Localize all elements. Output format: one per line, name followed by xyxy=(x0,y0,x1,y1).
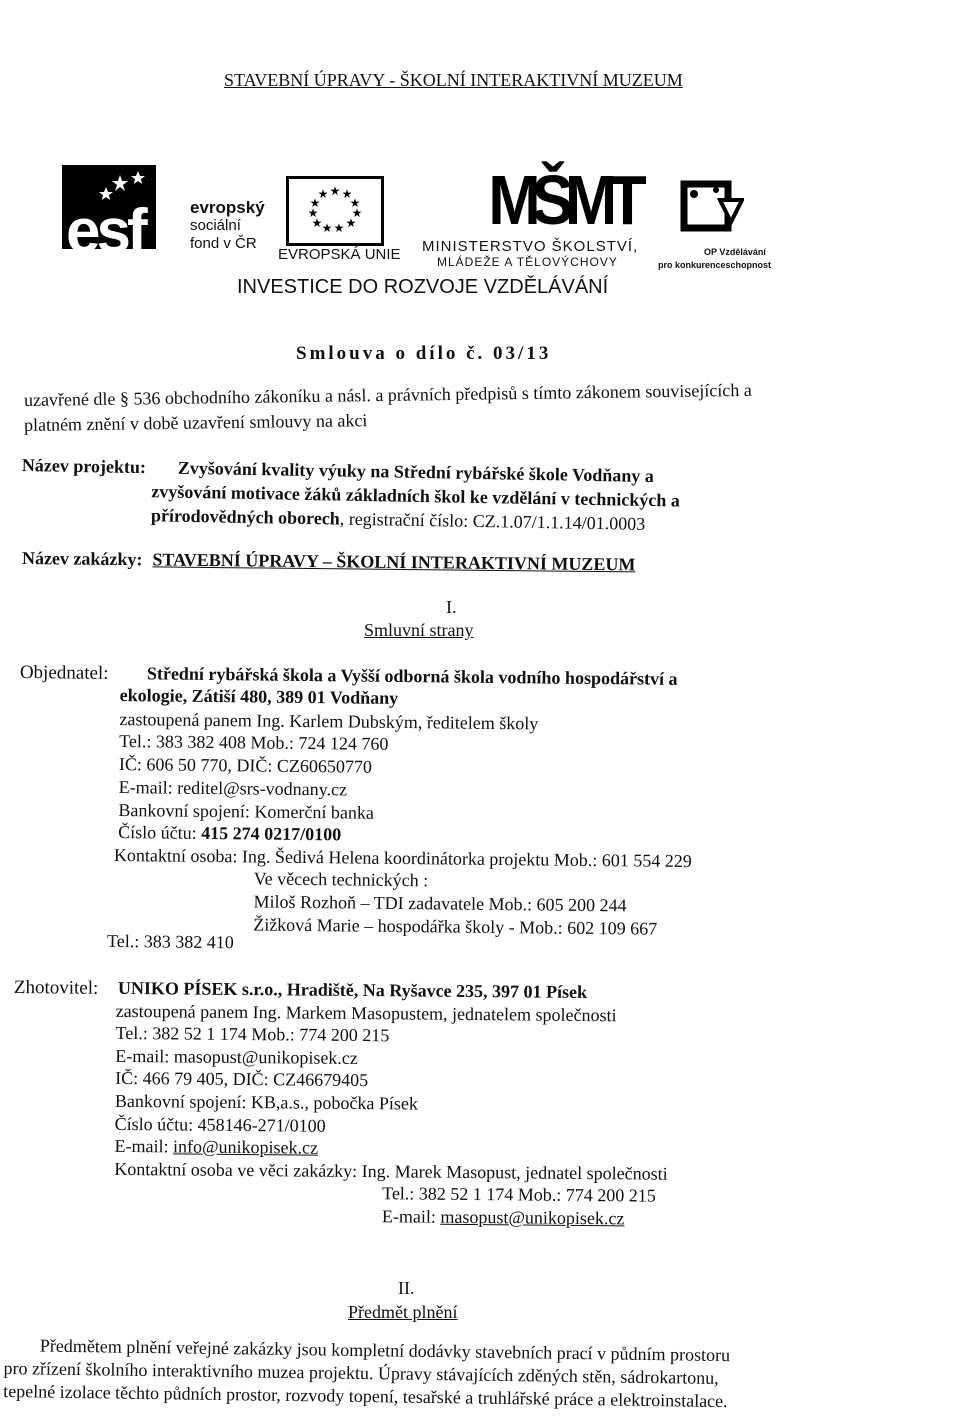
op-logo-icon xyxy=(680,180,744,238)
client-account-value: 415 274 0217/0100 xyxy=(201,822,342,845)
document-header-title: STAVEBNÍ ÚPRAVY - ŠKOLNÍ INTERAKTIVNÍ MUZEUM xyxy=(224,70,683,90)
contractor-ic: IČ: 466 79 405, DIČ: CZ46679405 xyxy=(115,1067,369,1091)
client-label: Objednatel: xyxy=(19,662,109,684)
contractor-bank: Bankovní spojení: KB,a.s., pobočka Písek xyxy=(114,1090,418,1114)
client-account-label: Číslo účtu: xyxy=(118,822,202,843)
section2-heading: Předmět plnění xyxy=(348,1302,458,1322)
contractor-email2 xyxy=(114,1136,318,1159)
op-line2: pro konkurenceschopnost xyxy=(658,260,772,270)
order-label: Název zakázky: xyxy=(21,548,143,570)
project-line3 xyxy=(151,505,646,535)
project-line3-rest: , registrační číslo: CZ.1.07/1.1.14/01.0003 xyxy=(339,508,646,534)
contractor-contact-email xyxy=(382,1206,625,1229)
contractor-email2-label: E-mail: xyxy=(114,1135,174,1157)
svg-text:★: ★ xyxy=(311,216,323,230)
contractor-email1: E-mail: masopust@unikopisek.cz xyxy=(115,1045,358,1069)
client-phone: Tel.: 383 382 408 Mob.: 724 124 760 xyxy=(119,731,389,754)
contractor-contact: Kontaktní osoba ve věci zakázky: Ing. Marek Masopust, jednatel společnosti xyxy=(114,1158,668,1184)
contractor-label: Zhotovitel: xyxy=(13,977,99,999)
section2-line1: Předmětem plnění veřejné zakázky jsou kompletní dodávky stavebních prací v půdním prostoru xyxy=(39,1335,731,1366)
contractor-email2-link[interactable]: info@unikopisek.cz xyxy=(172,1136,319,1158)
slogan: INVESTICE DO ROZVOJE VZDĚLÁVÁNÍ xyxy=(237,276,609,298)
contractor-account: Číslo účtu: 458146-271/0100 xyxy=(114,1113,326,1136)
esf-line2: sociální xyxy=(190,217,241,234)
eu-flag-icon xyxy=(286,176,384,246)
ministry-line2: MLÁDEŽE A TĚLOVÝCHOVY xyxy=(437,255,618,269)
project-label: Název projektu: xyxy=(21,455,147,478)
client-email: E-mail: reditel@srs-vodnany.cz xyxy=(118,777,348,800)
esf-letters-icon: esf xyxy=(66,197,144,266)
svg-text:★: ★ xyxy=(333,221,345,235)
section2-line3: tepelné izolace těchto půdních prostor, rozvody topení, tesařské a truhlářské práce a elektroinstalace. xyxy=(3,1380,728,1412)
client-ic: IČ: 606 50 770, DIČ: CZ60650770 xyxy=(118,754,373,777)
contractor-contact-phone: Tel.: 382 52 1 174 Mob.: 774 200 215 xyxy=(382,1183,656,1206)
section1-heading: Smluvní strany xyxy=(364,620,474,640)
client-name-line1: Střední rybářská škola a Vyšší odborná škola vodního hospodářství a xyxy=(146,663,678,689)
svg-text:★: ★ xyxy=(329,184,341,198)
order-block xyxy=(22,548,636,575)
svg-text:★: ★ xyxy=(349,196,361,210)
intro-line2: platném znění v době uzavření smlouvy na akci xyxy=(23,410,368,435)
svg-text:★: ★ xyxy=(351,206,363,220)
contractor-name: UNIKO PÍSEK s.r.o., Hradiště, Na Ryšavce 235, 397 01 Písek xyxy=(117,977,588,1003)
client-tech-person2: Žižková Marie – hospodářka školy - Mob.: 602 109 667 xyxy=(253,914,658,939)
client-name-line2: ekologie, Zátiší 480, 389 01 Vodňany xyxy=(119,685,399,708)
contractor-contact-email-link[interactable]: masopust@unikopisek.cz xyxy=(440,1206,625,1229)
client-tech-person1: Miloš Rozhoň – TDI zadavatele Mob.: 605 200 244 xyxy=(253,891,627,916)
svg-text:★: ★ xyxy=(307,206,319,220)
ministry-line1: MINISTERSTVO ŠKOLSTVÍ, xyxy=(422,238,639,255)
section1-number: I. xyxy=(446,597,457,617)
svg-text:★: ★ xyxy=(321,221,333,235)
contract-title: Smlouva o dílo č. 03/13 xyxy=(296,343,552,364)
esf-line3: fond v ČR xyxy=(190,235,257,252)
svg-text:★: ★ xyxy=(341,187,353,201)
project-line2: zvyšování motivace žáků základních škol ke vzdělání v technických a xyxy=(151,481,681,511)
client-represented: zastoupená panem Ing. Karlem Dubským, ředitelem školy xyxy=(119,709,539,734)
contractor-contact-email-label: E-mail: xyxy=(381,1206,441,1227)
op-line1: OP Vzdělávání xyxy=(704,247,766,257)
client-account xyxy=(118,822,341,845)
client-tel2: Tel.: 383 382 410 xyxy=(106,930,234,953)
svg-text:★: ★ xyxy=(309,196,321,210)
msmt-logo-icon: MŠMT xyxy=(488,161,638,239)
contractor-represented: zastoupená panem Ing. Markem Masopustem, jednatelem společnosti xyxy=(115,1000,617,1026)
svg-text:★: ★ xyxy=(317,187,329,201)
svg-text:★: ★ xyxy=(345,216,357,230)
order-value: STAVEBNÍ ÚPRAVY – ŠKOLNÍ INTERAKTIVNÍ MUZEUM xyxy=(152,549,636,575)
project-line3-bold: přírodovědných oborech xyxy=(150,505,340,529)
intro-line1: uzavřené dle § 536 obchodního zákoníku a násl. a právních předpisů s tímto zákonem souvisejících a xyxy=(23,379,752,410)
client-bank: Bankovní spojení: Komerční banka xyxy=(118,800,374,823)
project-line1: Zvyšování kvality výuky na Střední rybářské škole Vodňany a xyxy=(177,457,655,487)
client-contact: Kontaktní osoba: Ing. Šedivá Helena koordinátorka projektu Mob.: 601 554 229 xyxy=(113,844,692,872)
contractor-block xyxy=(12,977,944,1255)
eu-label: EVROPSKÁ UNIE xyxy=(278,246,401,263)
client-block xyxy=(17,662,940,972)
contractor-phone: Tel.: 382 52 1 174 Mob.: 774 200 215 xyxy=(115,1022,390,1046)
esf-line1: evropský xyxy=(190,198,265,217)
section2-line2: pro zřízení školního interaktivního muzea projektu. Úpravy stávajících zděných stěn, sádrokartonu, xyxy=(3,1357,719,1388)
client-tech-label: Ve věcech technických : xyxy=(253,868,429,891)
section2-number: II. xyxy=(398,1278,415,1298)
